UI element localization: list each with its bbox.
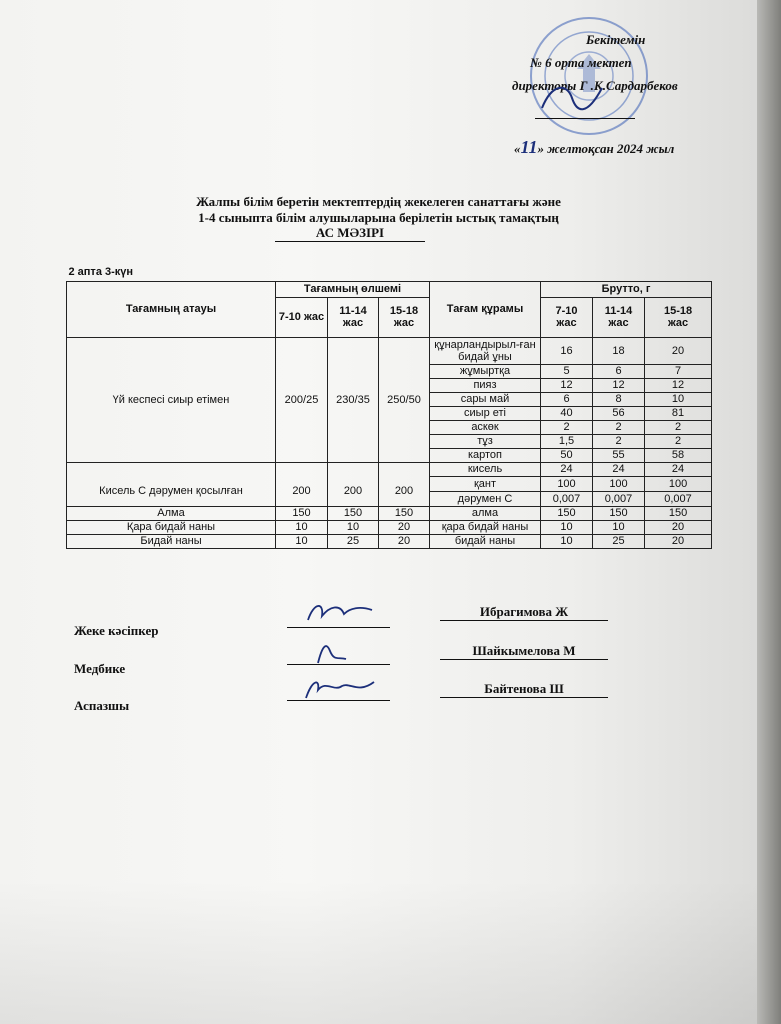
brutto-15-18: 150 [645,506,712,520]
brutto-11-14: 6 [593,364,645,378]
brutto-7-10: 50 [541,448,593,462]
signature-name: Ибрагимова Ж [440,604,608,621]
brutto-11-14: 55 [593,448,645,462]
spacer-cell [67,462,276,476]
brutto-15-18: 2 [645,434,712,448]
brutto-15-18: 100 [645,476,712,491]
brutto-11-14: 2 [593,434,645,448]
portion-11-14: 200 [328,476,379,506]
date-prefix: « [514,141,521,156]
ingredient: алма [430,506,541,520]
dish-name: Қара бидай наны [67,520,276,534]
brutto-15-18: 20 [645,337,712,364]
brutto-11-14: 2 [593,420,645,434]
table-row [67,506,712,520]
ingredient: сары май [430,392,541,406]
ingredient: дәрумен С [430,491,541,506]
approval-date [514,137,674,158]
brutto-7-10: 10 [541,520,593,534]
ingredient: бидай наны [430,534,541,548]
brutto-15-18: 2 [645,420,712,434]
brutto-15-18: 12 [645,378,712,392]
header-brutto: Брутто, г [541,281,712,297]
table-row [67,520,712,534]
portion-11-14: 25 [328,534,379,548]
spacer-cell [328,462,379,476]
brutto-7-10: 12 [541,378,593,392]
menu-title: АС МӘЗІРІ [275,225,425,242]
spacer-cell [379,462,430,476]
brutto-7-10: 6 [541,392,593,406]
approval-school: № 6 орта мектеп [530,55,632,70]
brutto-7-10: 0,007 [541,491,593,506]
brutto-11-14: 150 [593,506,645,520]
page-shadow [0,880,757,1024]
brutto-7-10: 100 [541,476,593,491]
header-brutto-15-18: 15-18 жас [645,297,712,337]
brutto-15-18: 20 [645,520,712,534]
brutto-7-10: 5 [541,364,593,378]
signature-role: Жеке кәсіпкер [74,623,159,638]
ingredient: құнарландырыл-ған бидай ұны [430,337,541,364]
table-row [67,534,712,548]
ingredient: картоп [430,448,541,462]
header-age-7-10: 7-10 жас [276,297,328,337]
brutto-7-10: 2 [541,420,593,434]
header-age-15-18: 15-18 жас [379,297,430,337]
brutto-7-10: 150 [541,506,593,520]
heading-line-2: 1-4 сыныпта білім алушыларына берілетін ыстық тамақтың [198,210,559,225]
approval-title: Бекітемін [586,32,646,47]
director-signature [532,78,612,118]
week-label: 2 апта 3-күн [67,263,712,281]
brutto-7-10: 24 [541,462,593,476]
table-row [67,462,712,476]
ingredient: қант [430,476,541,491]
brutto-15-18: 24 [645,462,712,476]
brutto-11-14: 12 [593,378,645,392]
brutto-7-10: 1,5 [541,434,593,448]
header-composition: Тағам құрамы [430,281,541,337]
signature-mark [300,598,380,628]
portion-11-14: 230/35 [328,337,379,462]
spacer-cell [276,462,328,476]
ingredient: қара бидай наны [430,520,541,534]
portion-7-10: 200 [276,476,328,506]
signature-role: Медбике [74,661,126,676]
signature-line [287,700,390,701]
portion-11-14: 150 [328,506,379,520]
signature-line [287,627,390,628]
page-edge [757,0,781,1024]
ingredient: жұмыртқа [430,364,541,378]
portion-7-10: 10 [276,520,328,534]
header-dish: Тағамның атауы [67,281,276,337]
portion-15-18: 200 [379,476,430,506]
portion-15-18: 20 [379,520,430,534]
brutto-15-18: 81 [645,406,712,420]
table-row [67,337,712,364]
brutto-15-18: 0,007 [645,491,712,506]
brutto-11-14: 24 [593,462,645,476]
heading-line-1: Жалпы білім беретін мектептердің жекелеген санаттағы және [196,194,561,209]
signature-name: Байтенова Ш [440,681,608,698]
portion-15-18: 20 [379,534,430,548]
ingredient: тұз [430,434,541,448]
brutto-11-14: 18 [593,337,645,364]
brutto-11-14: 56 [593,406,645,420]
menu-table [66,263,712,549]
signature-mark [300,637,380,667]
table-row [67,476,712,491]
brutto-7-10: 40 [541,406,593,420]
portion-7-10: 10 [276,534,328,548]
brutto-11-14: 25 [593,534,645,548]
approval-director: директоры Г .К.Сардарбеков [512,78,678,93]
brutto-7-10: 16 [541,337,593,364]
brutto-7-10: 10 [541,534,593,548]
portion-15-18: 150 [379,506,430,520]
ingredient: пияз [430,378,541,392]
signature-name: Шайкымелова М [440,643,608,660]
portion-15-18: 250/50 [379,337,430,462]
brutto-11-14: 8 [593,392,645,406]
header-brutto-7-10: 7-10 жас [541,297,593,337]
dish-name: Алма [67,506,276,520]
dish-name: Үй кеспесі сиыр етімен [67,337,276,462]
dish-name: Кисель С дәрумен қосылған [67,476,276,506]
header-brutto-11-14: 11-14 жас [593,297,645,337]
brutto-15-18: 20 [645,534,712,548]
portion-7-10: 200/25 [276,337,328,462]
brutto-11-14: 10 [593,520,645,534]
portion-11-14: 10 [328,520,379,534]
approval-line [535,118,635,119]
header-age-11-14: 11-14 жас [328,297,379,337]
brutto-15-18: 7 [645,364,712,378]
ingredient: сиыр еті [430,406,541,420]
ingredient: кисель [430,462,541,476]
brutto-11-14: 0,007 [593,491,645,506]
portion-7-10: 150 [276,506,328,520]
ingredient: аскөк [430,420,541,434]
brutto-15-18: 58 [645,448,712,462]
date-rest: » желтоқсан 2024 жыл [537,141,675,156]
brutto-15-18: 10 [645,392,712,406]
signature-line [287,664,390,665]
brutto-11-14: 100 [593,476,645,491]
date-day: 11 [520,137,538,157]
dish-name: Бидай наны [67,534,276,548]
header-portion: Тағамның өлшемі [276,281,430,297]
signature-role: Аспазшы [74,698,130,713]
